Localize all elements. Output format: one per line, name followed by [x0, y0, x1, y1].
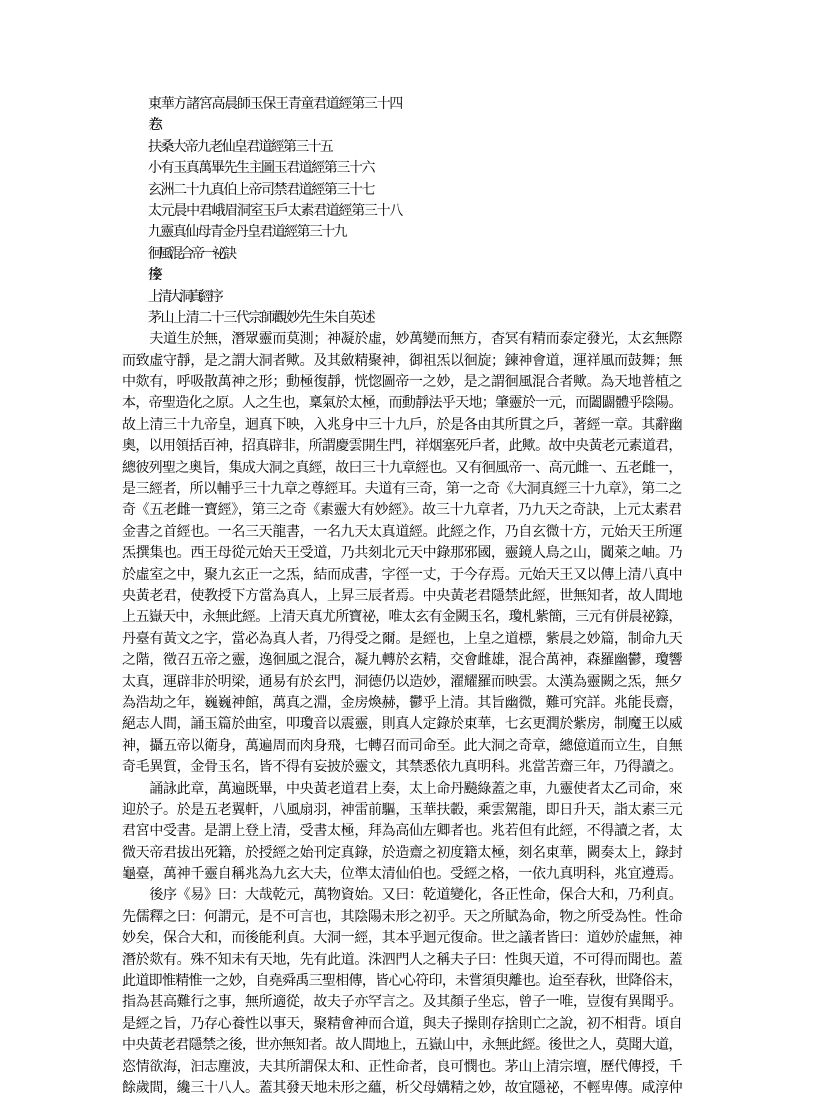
text-line: 於虛室之中，聚九玄正一之炁，結而成書，字徑一丈，于今存焉。元始天王又以傳上清八真中 — [122, 566, 683, 583]
toc-line: 玄洲二十九真伯上帝司禁君道經第三十七 — [148, 181, 374, 198]
text-line: 是三經者，所以輔乎三十九章之尊經耳。夫道有三奇，第一之奇《大洞真經三十九章》，第二之 — [122, 481, 682, 498]
text-line: 奇《五老雌一寶經》，第三之奇《素靈大有妙經》。故三十九章者，乃九天之奇訣，上元太素君 — [122, 502, 682, 519]
text-line: 妙矣，保合大和，而後能利貞。大洞一經，其本乎迴元復命。世之議者皆曰：道妙於虛無，神 — [122, 930, 683, 947]
text-line: 丹臺有黃文之字，當必為真人者，乃得受之爾。是經也，上皇之道標，紫晨之妙篇，制命九天 — [122, 630, 683, 647]
text-line: 是經之旨，乃存心養性以事天，聚精會神而合道，與夫子操則存捨則亡之說，初不相背。頃自 — [122, 1015, 683, 1032]
text-line: 金書之首經也。一名三天龍書，一名九天太真道經。此經之作，乃自玄微十方，元始天王所運 — [122, 523, 683, 540]
text-line: 潛於欻有。殊不知未有天地，先有此道。洙泗門人之稱夫子曰：性與天道，不可得而聞也。蓋 — [122, 951, 683, 968]
text-line: 迎於子。於是五老翼軒，八風扇羽，神雷前驅，玉華扶轂，乘雲駕龍，即日升天，詣太素三元 — [122, 801, 683, 818]
text-line: 指為甚高難行之事，無所適從，故夫子亦罕言之。及其顏子坐忘，曾子一唯，豈復有異聞乎。 — [122, 994, 683, 1011]
text-line: 太真，運辟非於明梁，通易有於玄門，洞德仍以造妙，濯耀羅而映雲。太漢為靈闕之炁，無夕 — [122, 673, 683, 690]
toc-line: 徊風混合帝一祕訣 — [148, 245, 234, 262]
text-line: 總彼列聖之奧旨，集成大洞之真經，故曰三十九章經也。又有徊風帝一、高元雌一、五老雌一， — [122, 459, 682, 476]
text-line: 炁撰集也。西王母從元始天王受道，乃共刻北元天中錄那邪國，靈鏡人鳥之山，闐萊之岫。乃 — [122, 545, 683, 562]
text-line: 奇毛異質，金骨玉名，皆不得有妄披於靈文，其禁悉依九真明科。兆當苦齋三年，乃得讀之。 — [122, 759, 683, 776]
toc-line: 扶桑大帝九老仙皇君道經第三十五 — [148, 138, 332, 155]
text-line: 央黃老君，使教授下方當為真人，上昇三辰者焉。中央黃老君隱禁此經，世無知者，故人間地 — [122, 587, 683, 604]
text-line: 誦詠此章，萬遍既畢，中央黃老道君上奏，太上命丹飈綠蓋之車，九靈使者太乙司命，來 — [122, 780, 683, 797]
text-line: 之階，徵召五帝之靈，逸徊風之混合，凝九轉於玄精，交會雌雄，混合萬神，森羅幽鬱，瓊響 — [122, 652, 683, 669]
text-line: 先儒釋之曰：何謂元，是不可言也，其陰陽未形之初乎。天之所賦為命，物之所受為性。性命 — [122, 908, 683, 925]
toc-line: 東華方諸宮高晨師玉保王青童君道經第三十四 — [148, 96, 402, 112]
preface-body — [122, 329, 682, 1099]
document-text — [122, 94, 682, 1099]
text-line: 龜臺，萬神千靈自稱兆為九玄大夫，位準太清仙伯也。受經之格，一依九真明科，兆宜遵焉。 — [122, 866, 683, 883]
toc-line: 小有玉真萬畢先生主圖玉君道經第三十六 — [148, 160, 374, 177]
text-line: 故上清三十九帝皇，迴真下映，入兆身中三十九戶，於是各由其所貫之戶，著經一章。其辭幽 — [122, 416, 683, 433]
text-line: 本，帝聖造化之原。人之生也，稟氣於太極，而動靜法乎天地；肇靈於一元，而闔闢體乎陰陽。 — [122, 395, 682, 412]
text-line: 此道即惟精惟一之妙，自堯舜禹三聖相傳，皆心心符印，未嘗須臾離也。迨至春秋，世降俗末， — [122, 973, 682, 990]
text-line: 為浩劫之年，巍巍神館，萬真之淵，金房煥赫，鬱乎上清。其旨幽微，難可究詳。兆能長齋， — [122, 694, 683, 711]
toc-line: 九靈真仙母青金丹皇君道經第三十九 — [148, 224, 346, 241]
text-line: 絕志人間，誦玉篇於曲室，叩瓊音以震靈，則真人定錄於東華，七玄更潤於紫房，制魔王以威 — [122, 716, 683, 733]
toc-line: 茅山上清二十三代宗師觀妙先生朱自英述 — [148, 309, 374, 326]
text-line: 中欻有，呼吸散萬神之形；動極復靜，恍惚圖帝一之妙，是之謂徊風混合者歟。為天地普植之 — [122, 374, 683, 391]
text-line: 奧，以用領括百神，招真辟非，所謂慶雲開生門，祥烟塞死戶者，此歟。故中央黃老元素道君， — [122, 438, 682, 455]
toc-line: 後序 — [148, 267, 150, 284]
text-line: 中央黃老君隱禁之後，世亦無知者。故人間地上，五嶽山中，永無此經。後世之人，莫聞大道， — [122, 1037, 682, 1054]
text-line: 後序《易》曰：大哉乾元，萬物資始。又曰：乾道變化，各正性命，保合大和，乃利貞。 — [122, 887, 683, 904]
text-line: 而致虛守靜，是之謂大洞者歟。及其斂精聚神，御祖炁以徊旋；鍊神會道，運祥風而鼓舞；無 — [122, 352, 683, 369]
toc-line: 上清大洞真經序 — [148, 288, 220, 305]
table-of-contents — [122, 94, 682, 329]
toc-line: 太元晨中君峨眉洞室玉戶太素君道經第三十八 — [148, 202, 402, 219]
text-line: 餘歲間，纔三十八人。蓋其發天地未形之蘊，析父母媾精之妙，故宜隱祕，不輕卑傳。咸淳仲 — [122, 1079, 683, 1096]
text-line: 上五嶽天中，永無此經。上清天真尤所寶祕，唯太玄有金闕玉名，瓊札紫簡，三元有併晨祕籙， — [122, 609, 682, 626]
text-line: 神，攝五帝以衛身，萬遍周而肉身飛，七轉召而司命至。此大洞之奇章，總億道而立生，自無 — [122, 737, 683, 754]
text-line: 夫道生於無，潛眾靈而莫測；神凝於虛，妙萬變而無方，杳冥有精而泰定發光，太玄無際 — [122, 331, 683, 348]
text-line: 恣情欲海，汩志塵波，夫其所謂保太和、正性命者，良可憫也。茅山上清宗壇，歷代傳授，千 — [122, 1058, 683, 1075]
toc-line: 卷六 — [148, 117, 150, 134]
text-line: 微天帝君拔出死籍，於授經之始刊定真錄，於造齋之初度籍太極，刻名東華，闕奏太上，錄封 — [122, 844, 683, 861]
text-line: 君宮中受書。是謂上登上清，受書太極，拜為高仙左卿者也。兆若但有此經，不得讀之者，太 — [122, 823, 683, 840]
